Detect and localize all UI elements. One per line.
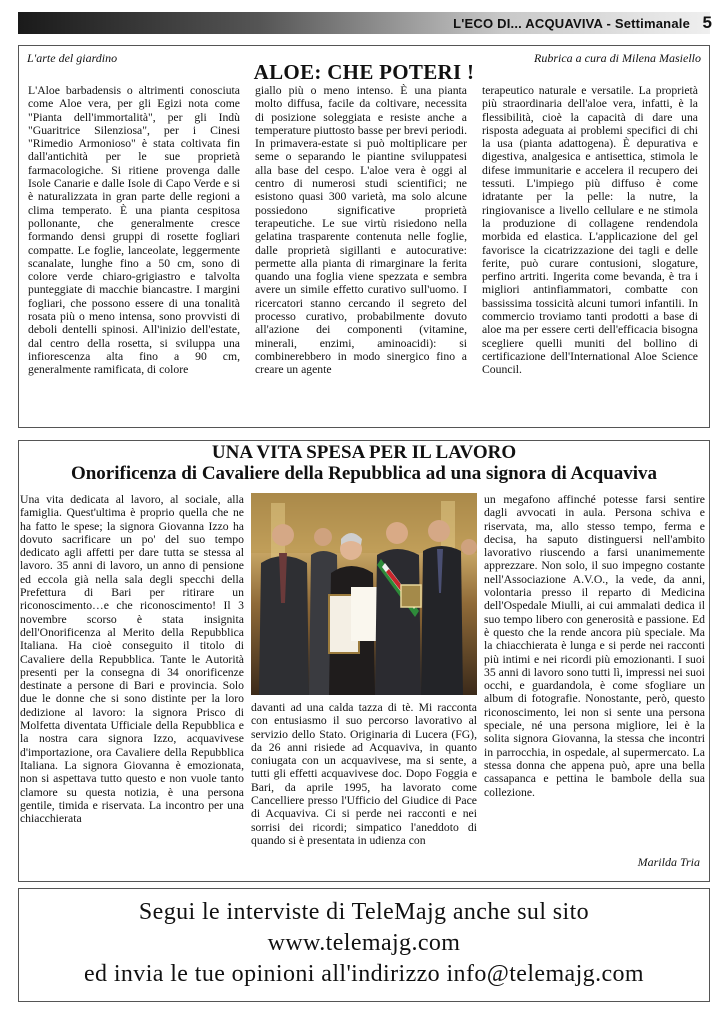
article-title: ALOE: CHE POTERI ! xyxy=(253,60,475,84)
rubric-byline: Rubrica a cura di Milena Masiello xyxy=(534,51,701,65)
header-title: L'ECO DI... ACQUAVIVA - Settimanale xyxy=(453,16,690,31)
article-column-1: Una vita dedicata al lavoro, al sociale, alla famiglia. Quest'ultima è proprio quella che ne ha fatto le spese; la signora Giovanna Izzo ha dovuto sacrificare un po' del suo tempo dedicato agli affetti per dare tutta se stessa al lavoro. 35 anni di lavoro, un anno di pensione ed eccola già nella sala degli specchi della Prefettura di Bari per ritirare un riconoscimento…e che riconoscimento! Il 3 novembre scorso è stata insignita dell'Onorificenza al Merito della Repubblica Italiana. Ha cioè conseguito il titolo di Cavaliere della Repubblica. Tante le Autorità presenti per la consegna di 34 onorificenze destinate a persone di Bari e provincia. Solo due le donne che si sono distinte per la loro dedizione al lavoro: la signora Prisco di Molfetta diventata Ufficiale della Repubblica e la nostra cara signora Izzo, acquavivese d'importazione, ora Cavaliere della Repubblica Italiana. La signora Giovanna è emozionata, non si aspettava tutto questo e non vuole tanto clamore su questa notizia, è una persona gentile, timida e riservata. La incontro per una chiacchierata xyxy=(20,493,244,826)
article-column-3: un megafono affinché potesse farsi sentire dagli avvocati in aula. Persona schiva e riservata, ma, allo stesso tempo, ferma e decisa, ha saputo distinguersi nell'ambito lavorativo riuscendo a farsi unanimemente apprezzare. Non solo, il suo impegno costante nell'Associazione A.V.O., la vede, da anni, volontaria presso il reparto di Medicina dell'Ospedale Miulli, ai cui ammalati dedica il suo tempo libero con generosità e passione. Ed è questo che la rende ancora più speciale. Ma la chiacchierata è lunga e si perde nei racconti più intimi e nei ricordi più emozionanti. I suoi 35 anni di lavoro sono tutti lì, impressi nei suoi occhi, e guardandola, è come sfogliare un album di fotografie. Nonostante, però, questo riconoscimento, lei non si sente una persona speciale, né una persona migliore, lei è la solita signora Giovanna, la stessa che incontri in parrocchia, in ospedale, al supermercato. La stessa donna che appena può, apre una bella cassapanca e pettina le bambole della sua collezione. xyxy=(484,493,705,799)
promo-website[interactable]: www.telemajg.com xyxy=(267,930,461,956)
article-column-2: davanti ad una calda tazza di tè. Mi racconta con entusiasmo il suo percorso lavorativo al servizio dello Stato. Originaria di Lucera (FG), da 26 anni risiede ad Acquaviva, in quanto coniugata con un acquavivese, ma si sente, a tutti gli effetti acquavivese doc. Dopo Foggia e Bari, da aprile 1995, ha lavorato come Cancelliere presso l'Ufficio del Giudice di Pace di Acquaviva. Ci si perde nei racconti e nei sorrisi dei ricordi; simpatico l'aneddoto di quando si è presentata in udienza con xyxy=(251,701,477,847)
article-author: Marilda Tria xyxy=(637,855,700,869)
article-column-2: giallo più o meno intenso. È una pianta molto diffusa, facile da coltivare, necessita di posizione soleggiata e resiste anche a temperature piuttosto basse per brevi periodi. In primavera-estate si può moltiplicare per seme o separando le piantine sviluppatesi alla base del cespo. L'aloe vera è oggi al centro di numerosi studi scientifici; ne esistono quasi 300 varietà, ma solo alcune possiedono significative proprietà terapeutiche. Le sue virtù risiedono nella gelatina trasparente contenuta nelle foglie, dalle proprietà sigillanti e autocurative: permette alla pianta di rimarginare la ferita quando una foglia viene spezzata e sembra avere un simile effetto curativo sull'uomo. I ricercatori stanno cercando il segreto del processo curativo, probabilmente dovuto all'azione dei componenti (vitamine, minerali, enzimi, aminoacidi): si combinerebbero in modo sinergico fino a creare un agente xyxy=(255,84,467,377)
cavaliere-article xyxy=(18,440,710,882)
article-title: UNA VITA SPESA PER IL LAVORO xyxy=(211,442,517,463)
rubric-label: L'arte del giardino xyxy=(27,51,118,65)
promo-line-1: Segui le interviste di TeleMajg anche sul sito xyxy=(138,899,590,925)
promo-email-line[interactable]: ed invia le tue opinioni all'indirizzo info@telemajg.com xyxy=(83,961,644,987)
page-number: 5 xyxy=(702,13,712,32)
ceremony-photo xyxy=(251,493,477,695)
article-subtitle: Onorificenza di Cavaliere della Repubblica ad una signora di Acquaviva xyxy=(70,463,658,484)
telemajg-promo xyxy=(18,888,710,1002)
article-column-1: L'Aloe barbadensis o altrimenti conosciuta come Aloe vera, per gli Egizi nota come "Pianta dell'immortalità", per gli Indù "Guaritrice Silenziosa", per i Cinesi "Rimedio Armonioso" è stata coltivata fin dall'antichità per le sue proprietà farmacologiche. Si ritiene provenga dalle Isole Canarie e dalle Isole di Capo Verde e si è naturalizzata in gran parte delle regioni a clima temperato. È una pianta cespitosa pollonante, che generalmente cresce formando densi gruppi di rosette fogliari compatte. Le foglie, lanceolate, leggermente scanalate, lunghe fino a 50 cm, sono di colore verde chiaro-grigiastro e talvolta punteggiate di macchie biancastre. I margini fogliari, che possono essere di una tonalità rosata più o meno intensa, sono provvisti di deboli dentelli spinosi. All'inizio dell'estate, dal centro della rosetta, si sviluppa una infiorescenza alta fino a 90 cm, generalmente ramificata, di colore xyxy=(28,84,240,377)
aloe-article xyxy=(18,45,710,428)
article-column-3: terapeutico naturale e versatile. La proprietà più straordinaria dell'aloe vera, infatti, è la flessibilità, cioè la capacità di dare una risposta adeguata ai problemi specifici di chi la usa (pianta adattogena). È depurativa e digestiva, analgesica e antisettica, stimola le difese immunitarie e accelera il recupero dei tessuti. L'impiego più diffuso è come idratante per la pelle: la nutre, la ringiovanisce a livello cellulare e ne stimola la produzione di collagene rendendola morbida ed elastica. L'applicazione del gel favorisce la cicatrizzazione dei tagli e delle ferite, può curare contusioni, slogature, perfino artriti. Ingerita come bevanda, è tra i migliori antinfiammatori, combatte con bassissima tossicità alcuni tumori infantili. In commercio troviamo tanti prodotti a base di aloe ma per essere certi dell'efficacia bisogna scegliere quelli muniti del bollino di certificazione dell'International Aloe Science Council. xyxy=(482,84,698,377)
